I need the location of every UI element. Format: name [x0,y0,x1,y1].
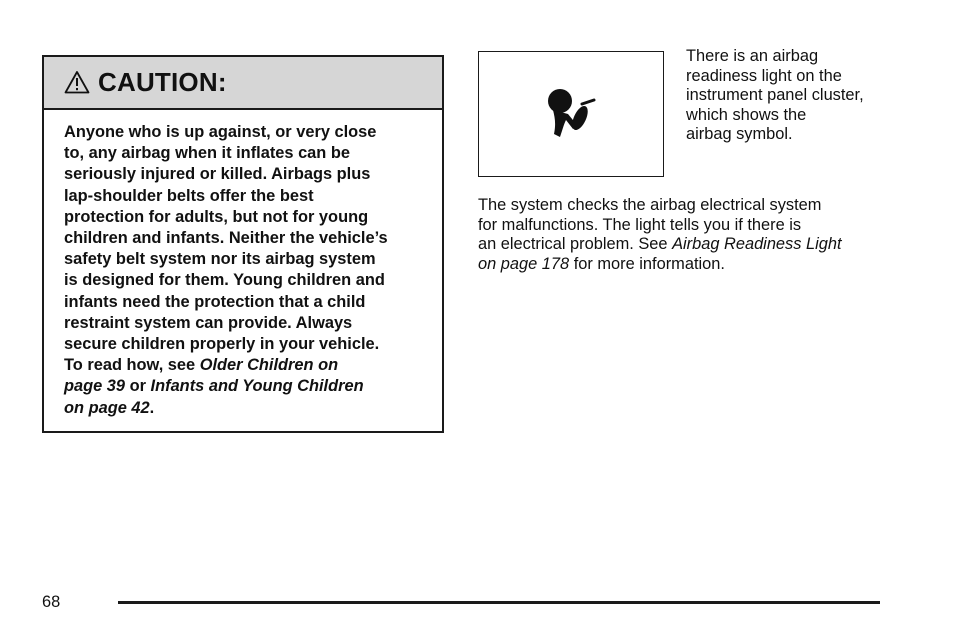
side-text-line: instrument panel cluster, [686,86,864,104]
caution-reference-line [64,376,424,397]
caution-line: secure children properly in your vehicle. [64,335,380,354]
warning-triangle-icon [64,70,90,94]
ref-infants-page[interactable]: on page 42 [64,398,150,417]
ref-infants-young-children[interactable]: Infants and Young Children [150,377,364,396]
caution-reference-line [64,398,424,419]
side-text-line: which shows the [686,105,807,124]
paragraph-line [478,235,898,255]
caution-line: safety belt system nor its airbag system [64,250,376,269]
caution-header [44,57,442,110]
caution-title: CAUTION: [98,67,227,97]
caution-line: seriously injured or killed. Airbags plus [64,165,371,184]
paragraph-text: for more information. [569,254,725,273]
airbag-symbol-frame [478,51,664,177]
side-text-line: There is an airbag [686,47,819,65]
page-number: 68 [42,593,61,611]
system-check-paragraph [478,196,898,274]
ref-older-children-page[interactable]: page 39 [64,377,126,396]
airbag-light-description [686,47,896,145]
caution-line: restraint system can provide. Always [64,313,353,332]
paragraph-line [478,255,898,275]
caution-line: Anyone who is up against, or very close [64,123,377,141]
side-text-line: readiness light on the [686,66,842,85]
paragraph-line: The system checks the airbag electrical system [478,196,822,214]
ref-intro: To read how, see [64,356,200,375]
caution-line: lap-shoulder belts offer the best [64,186,314,205]
paragraph-line: for malfunctions. The light tells you if there is [478,215,802,234]
footer-rule [118,601,880,604]
side-text-line: airbag symbol. [686,125,793,143]
caution-line: protection for adults, but not for young [64,207,369,226]
caution-line: children and infants. Neither the vehicle’s [64,229,388,248]
ref-airbag-readiness-light[interactable]: Airbag Readiness Light [672,235,842,253]
ref-end: . [149,398,155,417]
ref-or: or [125,377,151,396]
caution-line: to, any airbag when it inflates can be [64,144,350,163]
ref-older-children[interactable]: Older Children on [199,356,339,375]
caution-body [44,110,442,419]
caution-line: is designed for them. Young children and [64,271,385,290]
caution-line: infants need the protection that a child [64,292,366,311]
caution-reference-line [64,355,424,376]
airbag-occupant-icon [543,88,599,142]
ref-airbag-readiness-page[interactable]: on page 178 [478,254,570,273]
caution-box [42,55,444,433]
paragraph-text: an electrical problem. See [478,235,673,253]
